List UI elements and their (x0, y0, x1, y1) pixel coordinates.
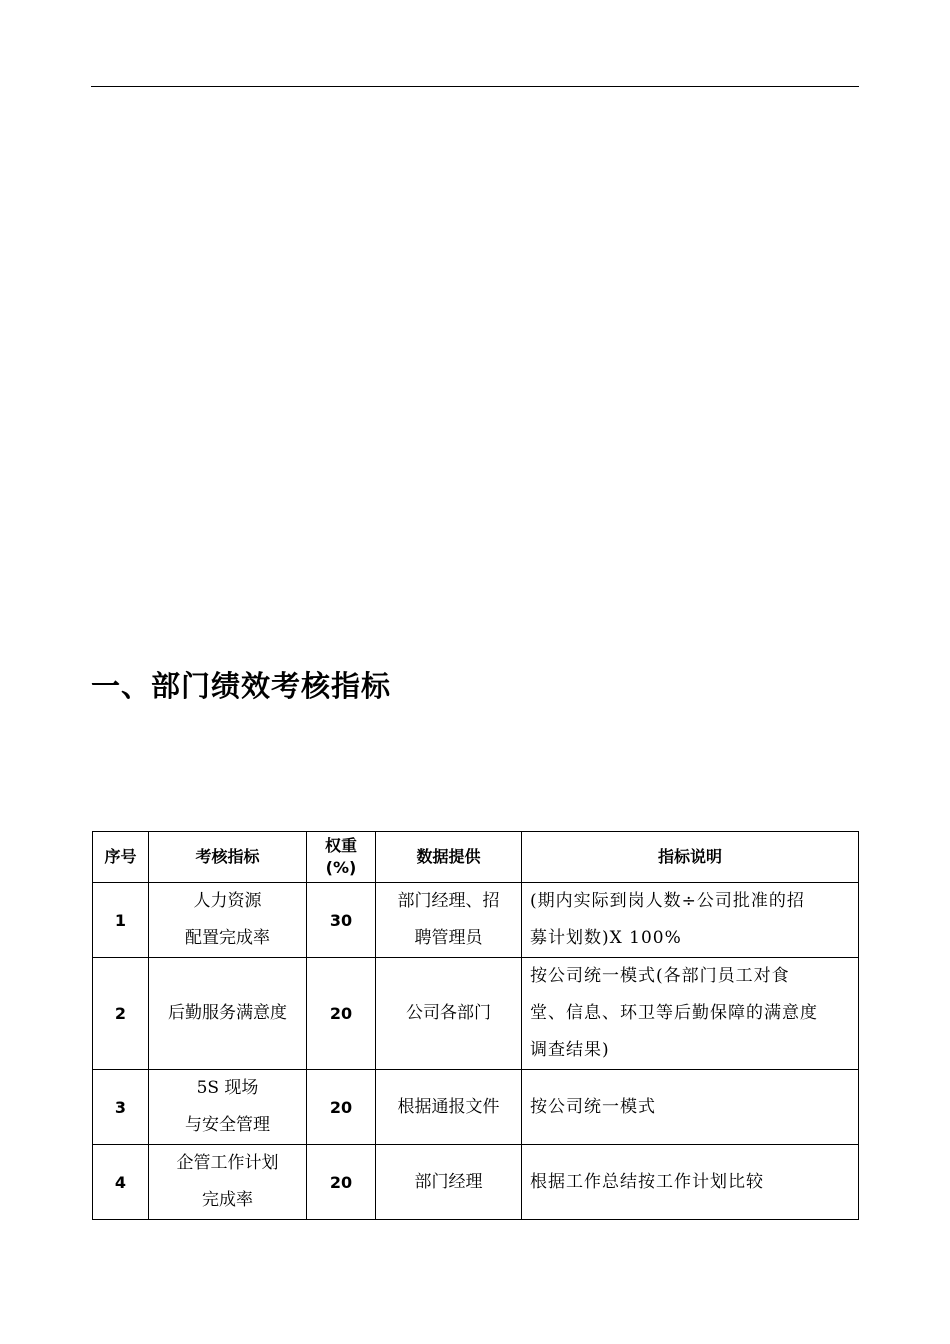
indicator-line: 后勤服务满意度 (168, 1003, 287, 1023)
header-weight-line1: 权重 (324, 836, 357, 855)
indicator-line: 完成率 (202, 1190, 253, 1210)
source-line: 部门经理 (414, 1171, 483, 1192)
row-description (522, 1145, 859, 1220)
row-num: 3 (93, 1070, 149, 1145)
header-weight (307, 832, 376, 883)
row-num: 1 (93, 883, 149, 958)
description-line: 按公司统一模式(各部门员工对食 (530, 966, 790, 986)
row-description (522, 883, 859, 958)
header-description: 指标说明 (522, 832, 859, 883)
row-weight: 30 (307, 883, 376, 958)
row-description (522, 1070, 859, 1145)
row-indicator (149, 883, 307, 958)
row-weight: 20 (307, 958, 376, 1070)
indicator-line: 配置完成率 (185, 928, 270, 948)
row-indicator (149, 958, 307, 1070)
indicator-line: 与安全管理 (185, 1115, 270, 1135)
description-line: (期内实际到岗人数÷公司批准的招 (530, 891, 805, 911)
row-num: 2 (93, 958, 149, 1070)
row-source (376, 883, 522, 958)
source-line: 部门经理、招 (397, 891, 500, 911)
table-row (93, 1070, 859, 1145)
description-line: 募计划数)X 100% (530, 928, 682, 948)
description-line: 根据工作总结按工作计划比较 (530, 1171, 764, 1192)
row-weight: 20 (307, 1145, 376, 1220)
source-line: 公司各部门 (406, 1003, 491, 1023)
description-line: 调查结果) (530, 1040, 610, 1060)
row-weight: 20 (307, 1070, 376, 1145)
header-source: 数据提供 (376, 832, 522, 883)
header-indicator: 考核指标 (149, 832, 307, 883)
row-indicator (149, 1145, 307, 1220)
table-row (93, 1145, 859, 1220)
section-title: 一、部门绩效考核指标 (91, 669, 392, 703)
row-num: 4 (93, 1145, 149, 1220)
header-weight-line2: (%) (325, 858, 357, 877)
indicator-line: 企管工作计划 (176, 1153, 279, 1173)
indicator-line: 5S 现场 (196, 1078, 259, 1098)
source-line: 聘管理员 (414, 928, 483, 948)
header-rule (91, 86, 859, 87)
table-row (93, 883, 859, 958)
row-source (376, 1070, 522, 1145)
kpi-table (92, 831, 859, 1220)
header-num: 序号 (93, 832, 149, 883)
source-line: 根据通报文件 (397, 1096, 500, 1117)
row-indicator (149, 1070, 307, 1145)
description-line: 按公司统一模式 (530, 1096, 656, 1117)
table-row (93, 958, 859, 1070)
row-source (376, 958, 522, 1070)
description-line: 堂、信息、环卫等后勤保障的满意度 (530, 1003, 818, 1023)
row-description (522, 958, 859, 1070)
table-header-row (93, 832, 859, 883)
row-source (376, 1145, 522, 1220)
indicator-line: 人力资源 (193, 891, 262, 911)
